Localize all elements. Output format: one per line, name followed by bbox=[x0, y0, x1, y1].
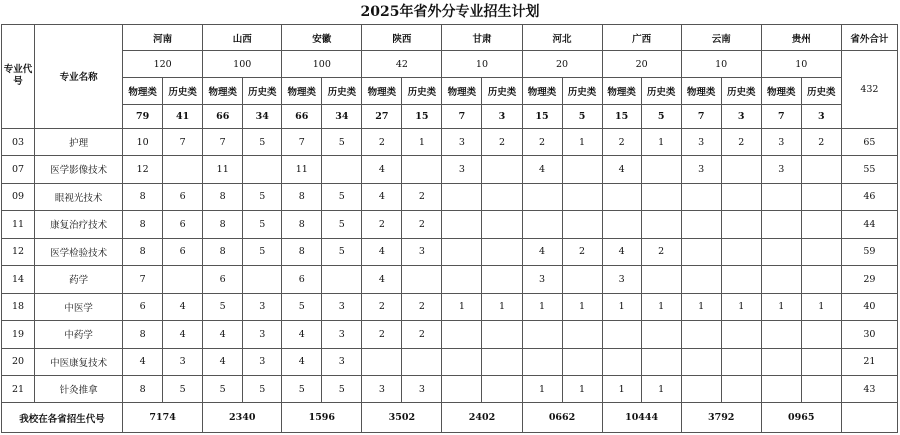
major-name: 中医学 bbox=[35, 293, 123, 320]
province-total: 100 bbox=[282, 51, 362, 77]
quota-cell bbox=[761, 375, 801, 402]
physics-label: 物理类 bbox=[442, 77, 482, 104]
quota-cell: 1 bbox=[522, 375, 562, 402]
quota-cell: 3 bbox=[402, 375, 442, 402]
history-label: 历史类 bbox=[641, 77, 681, 104]
quota-cell bbox=[801, 211, 841, 238]
quota-cell: 3 bbox=[442, 156, 482, 183]
major-code: 14 bbox=[2, 266, 35, 293]
quota-cell: 8 bbox=[123, 375, 163, 402]
province-header-row bbox=[2, 25, 898, 51]
quota-cell: 2 bbox=[602, 128, 641, 155]
quota-cell: 1 bbox=[482, 293, 522, 320]
quota-cell bbox=[322, 266, 362, 293]
province-total: 100 bbox=[203, 51, 282, 77]
quota-cell: 8 bbox=[123, 238, 163, 265]
quota-cell: 3 bbox=[243, 348, 282, 375]
quota-cell bbox=[482, 348, 522, 375]
table-row bbox=[2, 238, 898, 265]
quota-cell: 4 bbox=[362, 156, 402, 183]
major-total: 44 bbox=[841, 211, 897, 238]
quota-cell: 7 bbox=[203, 128, 243, 155]
quota-cell: 1 bbox=[402, 128, 442, 155]
quota-cell bbox=[602, 183, 641, 210]
quota-cell: 4 bbox=[602, 156, 641, 183]
quota-cell bbox=[442, 266, 482, 293]
table-row bbox=[2, 128, 898, 155]
quota-cell: 4 bbox=[522, 238, 562, 265]
quota-cell: 2 bbox=[362, 321, 402, 348]
quota-cell: 8 bbox=[123, 321, 163, 348]
quota-cell bbox=[681, 375, 721, 402]
province-admission-code: 3502 bbox=[362, 403, 442, 433]
quota-cell: 3 bbox=[322, 348, 362, 375]
quota-cell: 1 bbox=[721, 293, 761, 320]
major-total: 40 bbox=[841, 293, 897, 320]
physics-label: 物理类 bbox=[362, 77, 402, 104]
grand-total: 432 bbox=[841, 51, 897, 128]
province-total: 10 bbox=[761, 51, 841, 77]
province-name: 安徽 bbox=[282, 25, 362, 51]
quota-cell bbox=[681, 238, 721, 265]
quota-cell: 4 bbox=[123, 348, 163, 375]
quota-cell bbox=[322, 156, 362, 183]
quota-cell: 10 bbox=[123, 128, 163, 155]
history-count: 3 bbox=[801, 105, 841, 128]
history-count: 3 bbox=[721, 105, 761, 128]
province-name: 广西 bbox=[602, 25, 681, 51]
major-code: 12 bbox=[2, 238, 35, 265]
quota-cell: 3 bbox=[243, 293, 282, 320]
quota-cell: 12 bbox=[123, 156, 163, 183]
quota-cell bbox=[721, 266, 761, 293]
quota-cell: 1 bbox=[522, 293, 562, 320]
province-name: 河北 bbox=[522, 25, 602, 51]
page-title: 2025年省外分专业招生计划 bbox=[360, 4, 540, 20]
quota-cell: 4 bbox=[163, 321, 203, 348]
quota-cell: 3 bbox=[761, 128, 801, 155]
quota-cell bbox=[801, 183, 841, 210]
quota-cell bbox=[442, 183, 482, 210]
quota-cell bbox=[243, 266, 282, 293]
quota-cell: 5 bbox=[243, 183, 282, 210]
quota-cell bbox=[482, 183, 522, 210]
physics-count: 7 bbox=[442, 105, 482, 128]
history-label: 历史类 bbox=[243, 77, 282, 104]
quota-cell bbox=[761, 321, 801, 348]
table-row bbox=[2, 183, 898, 210]
quota-cell: 3 bbox=[322, 293, 362, 320]
quota-cell bbox=[681, 321, 721, 348]
history-count: 5 bbox=[641, 105, 681, 128]
quota-cell: 4 bbox=[362, 266, 402, 293]
quota-cell: 2 bbox=[562, 238, 602, 265]
quota-cell bbox=[522, 321, 562, 348]
quota-cell bbox=[163, 156, 203, 183]
history-label: 历史类 bbox=[163, 77, 203, 104]
quota-cell: 2 bbox=[402, 293, 442, 320]
major-total: 46 bbox=[841, 183, 897, 210]
footer-blank bbox=[841, 403, 897, 433]
quota-cell: 3 bbox=[442, 128, 482, 155]
major-total: 21 bbox=[841, 348, 897, 375]
physics-count: 27 bbox=[362, 105, 402, 128]
quota-cell bbox=[721, 348, 761, 375]
quota-cell: 1 bbox=[562, 128, 602, 155]
quota-cell bbox=[761, 238, 801, 265]
quota-cell bbox=[442, 375, 482, 402]
quota-cell: 3 bbox=[362, 375, 402, 402]
table-row bbox=[2, 293, 898, 320]
physics-label: 物理类 bbox=[282, 77, 322, 104]
history-count: 3 bbox=[482, 105, 522, 128]
province-name: 贵州 bbox=[761, 25, 841, 51]
major-total: 29 bbox=[841, 266, 897, 293]
major-name: 眼视光技术 bbox=[35, 183, 123, 210]
quota-cell bbox=[442, 238, 482, 265]
quota-cell: 4 bbox=[362, 238, 402, 265]
quota-cell bbox=[721, 211, 761, 238]
quota-cell: 5 bbox=[322, 238, 362, 265]
physics-count: 66 bbox=[203, 105, 243, 128]
quota-cell bbox=[482, 266, 522, 293]
physics-label: 物理类 bbox=[123, 77, 163, 104]
major-code: 11 bbox=[2, 211, 35, 238]
major-total: 55 bbox=[841, 156, 897, 183]
category-count-row bbox=[2, 105, 898, 128]
province-admission-code: 2340 bbox=[203, 403, 282, 433]
quota-cell: 5 bbox=[203, 375, 243, 402]
quota-cell bbox=[163, 266, 203, 293]
physics-label: 物理类 bbox=[203, 77, 243, 104]
history-count: 5 bbox=[562, 105, 602, 128]
header-name: 专业名称 bbox=[35, 25, 123, 129]
quota-cell: 6 bbox=[203, 266, 243, 293]
quota-cell: 6 bbox=[163, 183, 203, 210]
quota-cell: 8 bbox=[282, 183, 322, 210]
quota-cell bbox=[562, 211, 602, 238]
province-total-row bbox=[2, 51, 898, 77]
quota-cell bbox=[721, 321, 761, 348]
quota-cell: 5 bbox=[322, 375, 362, 402]
quota-cell: 1 bbox=[442, 293, 482, 320]
quota-cell: 3 bbox=[243, 321, 282, 348]
province-name: 云南 bbox=[681, 25, 761, 51]
physics-count: 66 bbox=[282, 105, 322, 128]
quota-cell: 2 bbox=[482, 128, 522, 155]
quota-cell: 6 bbox=[282, 266, 322, 293]
history-count: 15 bbox=[402, 105, 442, 128]
quota-cell: 2 bbox=[801, 128, 841, 155]
quota-cell: 4 bbox=[203, 321, 243, 348]
quota-cell: 8 bbox=[282, 211, 322, 238]
quota-cell: 2 bbox=[721, 128, 761, 155]
major-code: 19 bbox=[2, 321, 35, 348]
quota-cell bbox=[721, 375, 761, 402]
quota-cell: 5 bbox=[243, 375, 282, 402]
quota-cell: 2 bbox=[522, 128, 562, 155]
quota-cell bbox=[801, 156, 841, 183]
quota-cell: 11 bbox=[203, 156, 243, 183]
quota-cell bbox=[761, 266, 801, 293]
quota-cell: 7 bbox=[163, 128, 203, 155]
header-code: 专业代号 bbox=[2, 25, 35, 129]
quota-cell bbox=[402, 348, 442, 375]
history-label: 历史类 bbox=[562, 77, 602, 104]
quota-cell bbox=[721, 183, 761, 210]
major-name: 康复治疗技术 bbox=[35, 211, 123, 238]
province-admission-code: 0965 bbox=[761, 403, 841, 433]
major-total: 65 bbox=[841, 128, 897, 155]
quota-cell: 1 bbox=[641, 293, 681, 320]
quota-cell bbox=[482, 156, 522, 183]
quota-cell: 5 bbox=[282, 293, 322, 320]
quota-cell: 3 bbox=[761, 156, 801, 183]
quota-cell: 1 bbox=[641, 128, 681, 155]
quota-cell: 4 bbox=[602, 238, 641, 265]
quota-cell bbox=[402, 156, 442, 183]
quota-cell: 8 bbox=[203, 238, 243, 265]
province-name: 山西 bbox=[203, 25, 282, 51]
quota-cell: 2 bbox=[402, 321, 442, 348]
physics-count: 15 bbox=[522, 105, 562, 128]
quota-cell bbox=[641, 183, 681, 210]
quota-cell bbox=[761, 348, 801, 375]
history-count: 41 bbox=[163, 105, 203, 128]
quota-cell: 5 bbox=[243, 211, 282, 238]
category-header-row bbox=[2, 77, 898, 104]
quota-cell bbox=[522, 211, 562, 238]
quota-cell: 5 bbox=[163, 375, 203, 402]
quota-cell bbox=[602, 321, 641, 348]
physics-label: 物理类 bbox=[761, 77, 801, 104]
quota-cell: 5 bbox=[282, 375, 322, 402]
quota-cell bbox=[801, 348, 841, 375]
quota-cell: 4 bbox=[362, 183, 402, 210]
quota-cell bbox=[362, 348, 402, 375]
quota-cell bbox=[761, 183, 801, 210]
footer-label: 我校在各省招生代号 bbox=[2, 403, 123, 433]
physics-count: 7 bbox=[681, 105, 721, 128]
quota-cell bbox=[562, 348, 602, 375]
province-name: 甘肃 bbox=[442, 25, 522, 51]
major-name: 医学检验技术 bbox=[35, 238, 123, 265]
history-label: 历史类 bbox=[721, 77, 761, 104]
quota-cell bbox=[602, 348, 641, 375]
physics-count: 15 bbox=[602, 105, 641, 128]
quota-cell: 6 bbox=[163, 211, 203, 238]
quota-cell: 6 bbox=[123, 293, 163, 320]
quota-cell: 1 bbox=[602, 293, 641, 320]
quota-cell: 5 bbox=[322, 183, 362, 210]
quota-cell: 5 bbox=[322, 211, 362, 238]
quota-cell: 4 bbox=[163, 293, 203, 320]
quota-cell: 1 bbox=[562, 293, 602, 320]
quota-cell: 2 bbox=[402, 183, 442, 210]
quota-cell bbox=[562, 321, 602, 348]
quota-cell: 1 bbox=[602, 375, 641, 402]
major-code: 09 bbox=[2, 183, 35, 210]
quota-cell bbox=[761, 211, 801, 238]
physics-count: 79 bbox=[123, 105, 163, 128]
quota-cell: 8 bbox=[123, 183, 163, 210]
quota-cell: 5 bbox=[243, 128, 282, 155]
quota-cell bbox=[562, 266, 602, 293]
quota-cell: 1 bbox=[761, 293, 801, 320]
province-admission-code: 7174 bbox=[123, 403, 203, 433]
quota-cell bbox=[482, 321, 522, 348]
quota-cell: 2 bbox=[641, 238, 681, 265]
quota-cell bbox=[482, 238, 522, 265]
major-code: 20 bbox=[2, 348, 35, 375]
quota-cell: 8 bbox=[123, 211, 163, 238]
major-name: 中药学 bbox=[35, 321, 123, 348]
province-total: 20 bbox=[522, 51, 602, 77]
table-row bbox=[2, 156, 898, 183]
province-name: 陕西 bbox=[362, 25, 442, 51]
history-label: 历史类 bbox=[801, 77, 841, 104]
province-name: 河南 bbox=[123, 25, 203, 51]
quota-cell bbox=[801, 266, 841, 293]
table-row bbox=[2, 266, 898, 293]
quota-cell: 7 bbox=[282, 128, 322, 155]
quota-cell: 3 bbox=[522, 266, 562, 293]
quota-cell: 3 bbox=[602, 266, 641, 293]
major-name: 针灸推拿 bbox=[35, 375, 123, 402]
quota-cell bbox=[522, 183, 562, 210]
history-label: 历史类 bbox=[482, 77, 522, 104]
physics-label: 物理类 bbox=[602, 77, 641, 104]
quota-cell: 2 bbox=[362, 128, 402, 155]
quota-cell bbox=[442, 321, 482, 348]
physics-count: 7 bbox=[761, 105, 801, 128]
quota-cell bbox=[602, 211, 641, 238]
quota-cell bbox=[522, 348, 562, 375]
quota-cell: 2 bbox=[402, 211, 442, 238]
province-total: 10 bbox=[681, 51, 761, 77]
major-name: 医学影像技术 bbox=[35, 156, 123, 183]
history-count: 34 bbox=[243, 105, 282, 128]
quota-cell: 1 bbox=[562, 375, 602, 402]
province-admission-code: 3792 bbox=[681, 403, 761, 433]
province-admission-code: 1596 bbox=[282, 403, 362, 433]
quota-cell: 7 bbox=[123, 266, 163, 293]
quota-cell bbox=[681, 183, 721, 210]
major-code: 18 bbox=[2, 293, 35, 320]
major-total: 30 bbox=[841, 321, 897, 348]
enrollment-plan-table bbox=[1, 24, 898, 433]
quota-cell: 4 bbox=[203, 348, 243, 375]
province-admission-code: 10444 bbox=[602, 403, 681, 433]
quota-cell: 2 bbox=[362, 293, 402, 320]
quota-cell bbox=[641, 348, 681, 375]
quota-cell bbox=[402, 266, 442, 293]
table-row bbox=[2, 375, 898, 402]
quota-cell bbox=[721, 156, 761, 183]
province-total: 120 bbox=[123, 51, 203, 77]
quota-cell bbox=[562, 183, 602, 210]
province-total: 20 bbox=[602, 51, 681, 77]
quota-cell: 11 bbox=[282, 156, 322, 183]
table-row bbox=[2, 211, 898, 238]
header-outside-total: 省外合计 bbox=[841, 25, 897, 51]
major-name: 护理 bbox=[35, 128, 123, 155]
quota-cell bbox=[442, 348, 482, 375]
quota-cell bbox=[681, 266, 721, 293]
quota-cell: 8 bbox=[282, 238, 322, 265]
table-row bbox=[2, 348, 898, 375]
quota-cell: 5 bbox=[243, 238, 282, 265]
major-code: 03 bbox=[2, 128, 35, 155]
physics-label: 物理类 bbox=[522, 77, 562, 104]
footer-row bbox=[2, 403, 898, 433]
quota-cell bbox=[681, 348, 721, 375]
quota-cell: 1 bbox=[641, 375, 681, 402]
major-total: 59 bbox=[841, 238, 897, 265]
history-count: 34 bbox=[322, 105, 362, 128]
major-code: 21 bbox=[2, 375, 35, 402]
quota-cell: 3 bbox=[163, 348, 203, 375]
province-admission-code: 0662 bbox=[522, 403, 602, 433]
quota-cell: 4 bbox=[522, 156, 562, 183]
quota-cell: 3 bbox=[681, 156, 721, 183]
quota-cell bbox=[482, 375, 522, 402]
quota-cell: 3 bbox=[681, 128, 721, 155]
quota-cell: 8 bbox=[203, 183, 243, 210]
quota-cell bbox=[681, 211, 721, 238]
quota-cell: 3 bbox=[402, 238, 442, 265]
history-label: 历史类 bbox=[322, 77, 362, 104]
quota-cell: 3 bbox=[322, 321, 362, 348]
quota-cell: 4 bbox=[282, 321, 322, 348]
quota-cell bbox=[641, 211, 681, 238]
major-code: 07 bbox=[2, 156, 35, 183]
quota-cell bbox=[641, 266, 681, 293]
quota-cell bbox=[243, 156, 282, 183]
table-row bbox=[2, 321, 898, 348]
quota-cell: 8 bbox=[203, 211, 243, 238]
quota-cell bbox=[482, 211, 522, 238]
quota-cell bbox=[641, 321, 681, 348]
quota-cell: 5 bbox=[322, 128, 362, 155]
quota-cell: 5 bbox=[203, 293, 243, 320]
quota-cell: 1 bbox=[801, 293, 841, 320]
province-total: 10 bbox=[442, 51, 522, 77]
quota-cell bbox=[801, 375, 841, 402]
province-total: 42 bbox=[362, 51, 442, 77]
quota-cell bbox=[442, 211, 482, 238]
major-total: 43 bbox=[841, 375, 897, 402]
quota-cell: 4 bbox=[282, 348, 322, 375]
quota-cell bbox=[721, 238, 761, 265]
quota-cell: 6 bbox=[163, 238, 203, 265]
quota-cell bbox=[801, 321, 841, 348]
quota-cell bbox=[801, 238, 841, 265]
major-name: 中医康复技术 bbox=[35, 348, 123, 375]
quota-cell: 1 bbox=[681, 293, 721, 320]
history-label: 历史类 bbox=[402, 77, 442, 104]
quota-cell: 2 bbox=[362, 211, 402, 238]
physics-label: 物理类 bbox=[681, 77, 721, 104]
major-name: 药学 bbox=[35, 266, 123, 293]
province-admission-code: 2402 bbox=[442, 403, 522, 433]
quota-cell bbox=[562, 156, 602, 183]
quota-cell bbox=[641, 156, 681, 183]
